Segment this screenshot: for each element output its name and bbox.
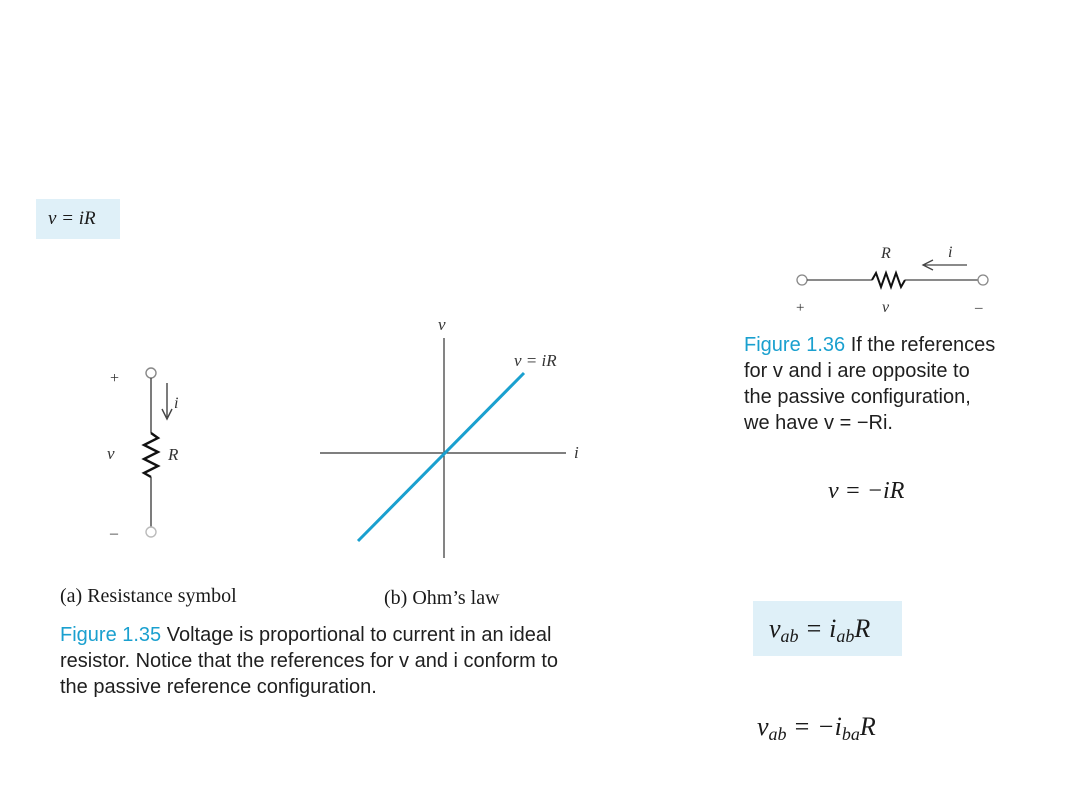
current-label-i: i	[948, 244, 953, 261]
resistance-label-r: R	[168, 445, 179, 464]
figure-1-35b-label: (b) Ohm’s law	[384, 587, 500, 609]
v-axis-label: v	[438, 315, 446, 334]
left-terminal	[797, 275, 807, 285]
resistance-label-r: R	[881, 245, 891, 262]
minus-sign: –	[975, 300, 983, 316]
reversed-reference-diagram	[785, 238, 1000, 318]
negative-ohms-law-equation: v = −iR	[828, 478, 905, 504]
resistor-zigzag	[872, 273, 905, 287]
figure-1-36-caption: Figure 1.36 If the references for v and i are opposite to the passive configuration, we have v = −Ri.	[744, 334, 996, 434]
resistor-zigzag	[144, 433, 158, 477]
plus-sign: +	[796, 300, 805, 316]
ohms-law-equation: v = iR	[36, 199, 120, 239]
ohms-law-line	[358, 373, 524, 541]
current-label-i: i	[174, 395, 179, 412]
resistor-symbol-diagram	[90, 355, 210, 555]
figure-number: Figure 1.36	[744, 334, 846, 356]
figure-number: Figure 1.35	[60, 624, 162, 646]
i-axis-label: i	[574, 443, 579, 462]
ohms-law-plot	[318, 310, 598, 565]
figure-1-35-caption	[60, 622, 588, 700]
vab-iab-equation: $v_{ab} = i_{ab}R$	[753, 601, 902, 656]
voltage-label-v: v	[107, 444, 115, 463]
minus-sign: –	[110, 525, 118, 542]
right-terminal	[978, 275, 988, 285]
top-terminal	[146, 368, 156, 378]
bottom-terminal	[146, 527, 156, 537]
figure-1-35a-label: (a) Resistance symbol	[60, 585, 237, 607]
vab-iba-equation: $v_{ab} = -i_{ba}R$	[757, 712, 876, 744]
line-label: v = iR	[514, 351, 557, 370]
plus-sign: +	[110, 370, 120, 387]
voltage-label-v: v	[882, 299, 890, 316]
caption-text: Voltage is proportional to current in an ideal resistor. Notice that the references for v and i conform to the passive reference configuration.	[60, 624, 559, 698]
